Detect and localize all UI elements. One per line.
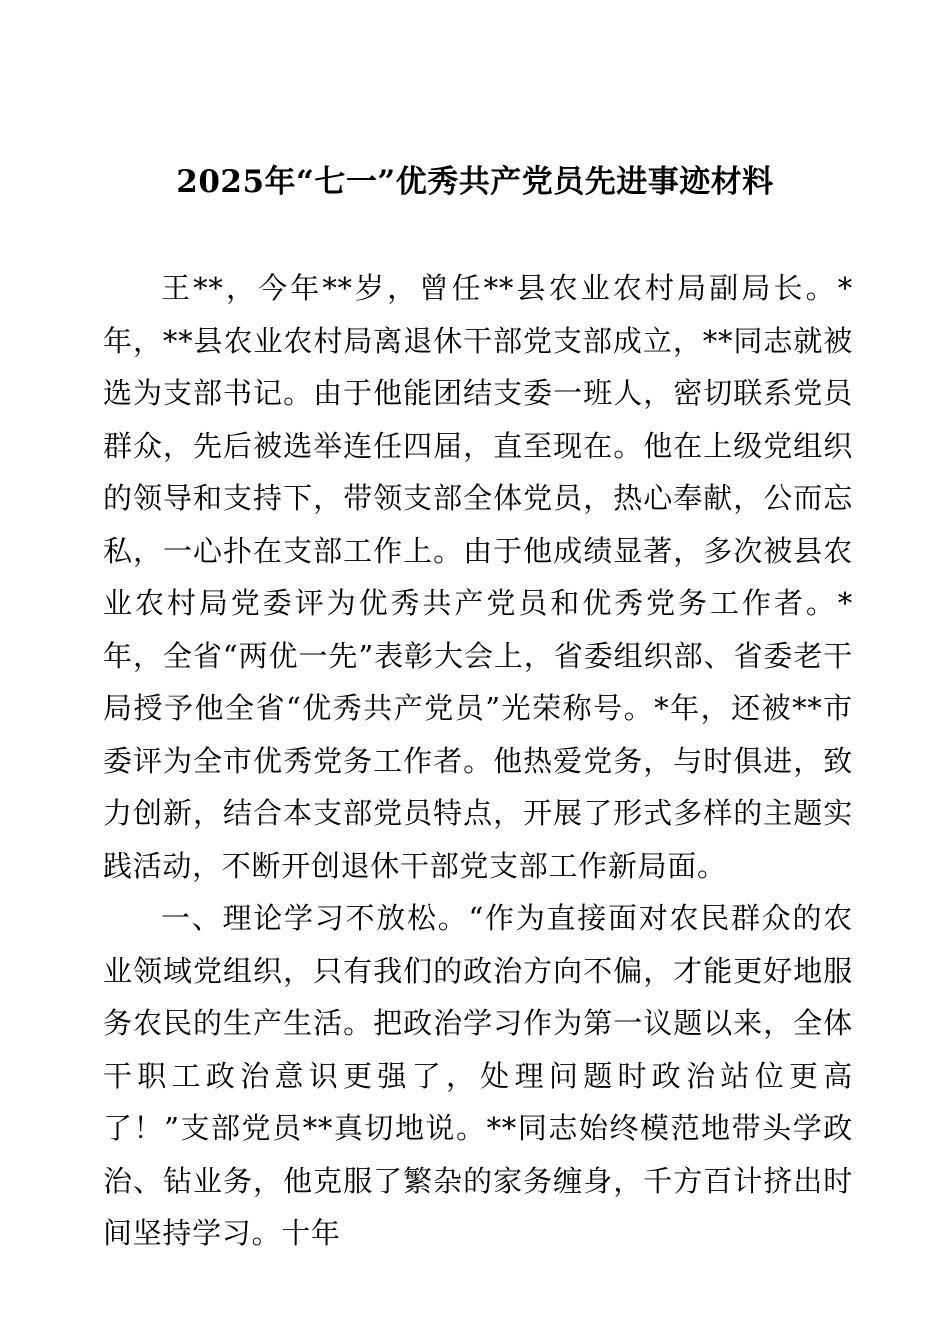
document-body <box>103 262 853 1260</box>
document-title: 2025年“七一”优秀共产党员先进事迹材料 <box>176 164 774 200</box>
paragraph-intro: 王**，今年**岁，曾任**县农业农村局副局长。*年，**县农业农村局离退休干部党支部成立，**同志就被选为支部书记。由于他能团结支委一班人，密切联系党员群众，先后被选举连任四届，直至现在。他在上级党组织的领导和支持下，带领支部全体党员，热心奉献，公而忘私，一心扑在支部工作上。由于他成绩显著，多次被县农业农村局党委评为优秀共产党员和优秀党务工作者。*年，全省“两优一先”表彰大会上，省委组织部、省委老干局授予他全省“优秀共产党员”光荣称号。*年，还被**市委评为全市优秀党务工作者。他热爱党务，与时俱进，致力创新，结合本支部党员特点，开展了形式多样的主题实践活动，不断开创退休干部党支部工作新局面。 <box>103 271 853 883</box>
paragraph-theory-study: 一、理论学习不放松。“作为直接面对农民群众的农业领域党组织，只有我们的政治方向不偏，才能更好地服务农民的生产生活。把政治学习作为第一议题以来，全体干职工政治意识更强了，处理问题时政治站位更高了！”支部党员**真切地说。**同志始终模范地带头学政治、钻业务，他克服了繁杂的家务缠身，千方百计挤出时间坚持学习。十年 <box>103 901 853 1250</box>
